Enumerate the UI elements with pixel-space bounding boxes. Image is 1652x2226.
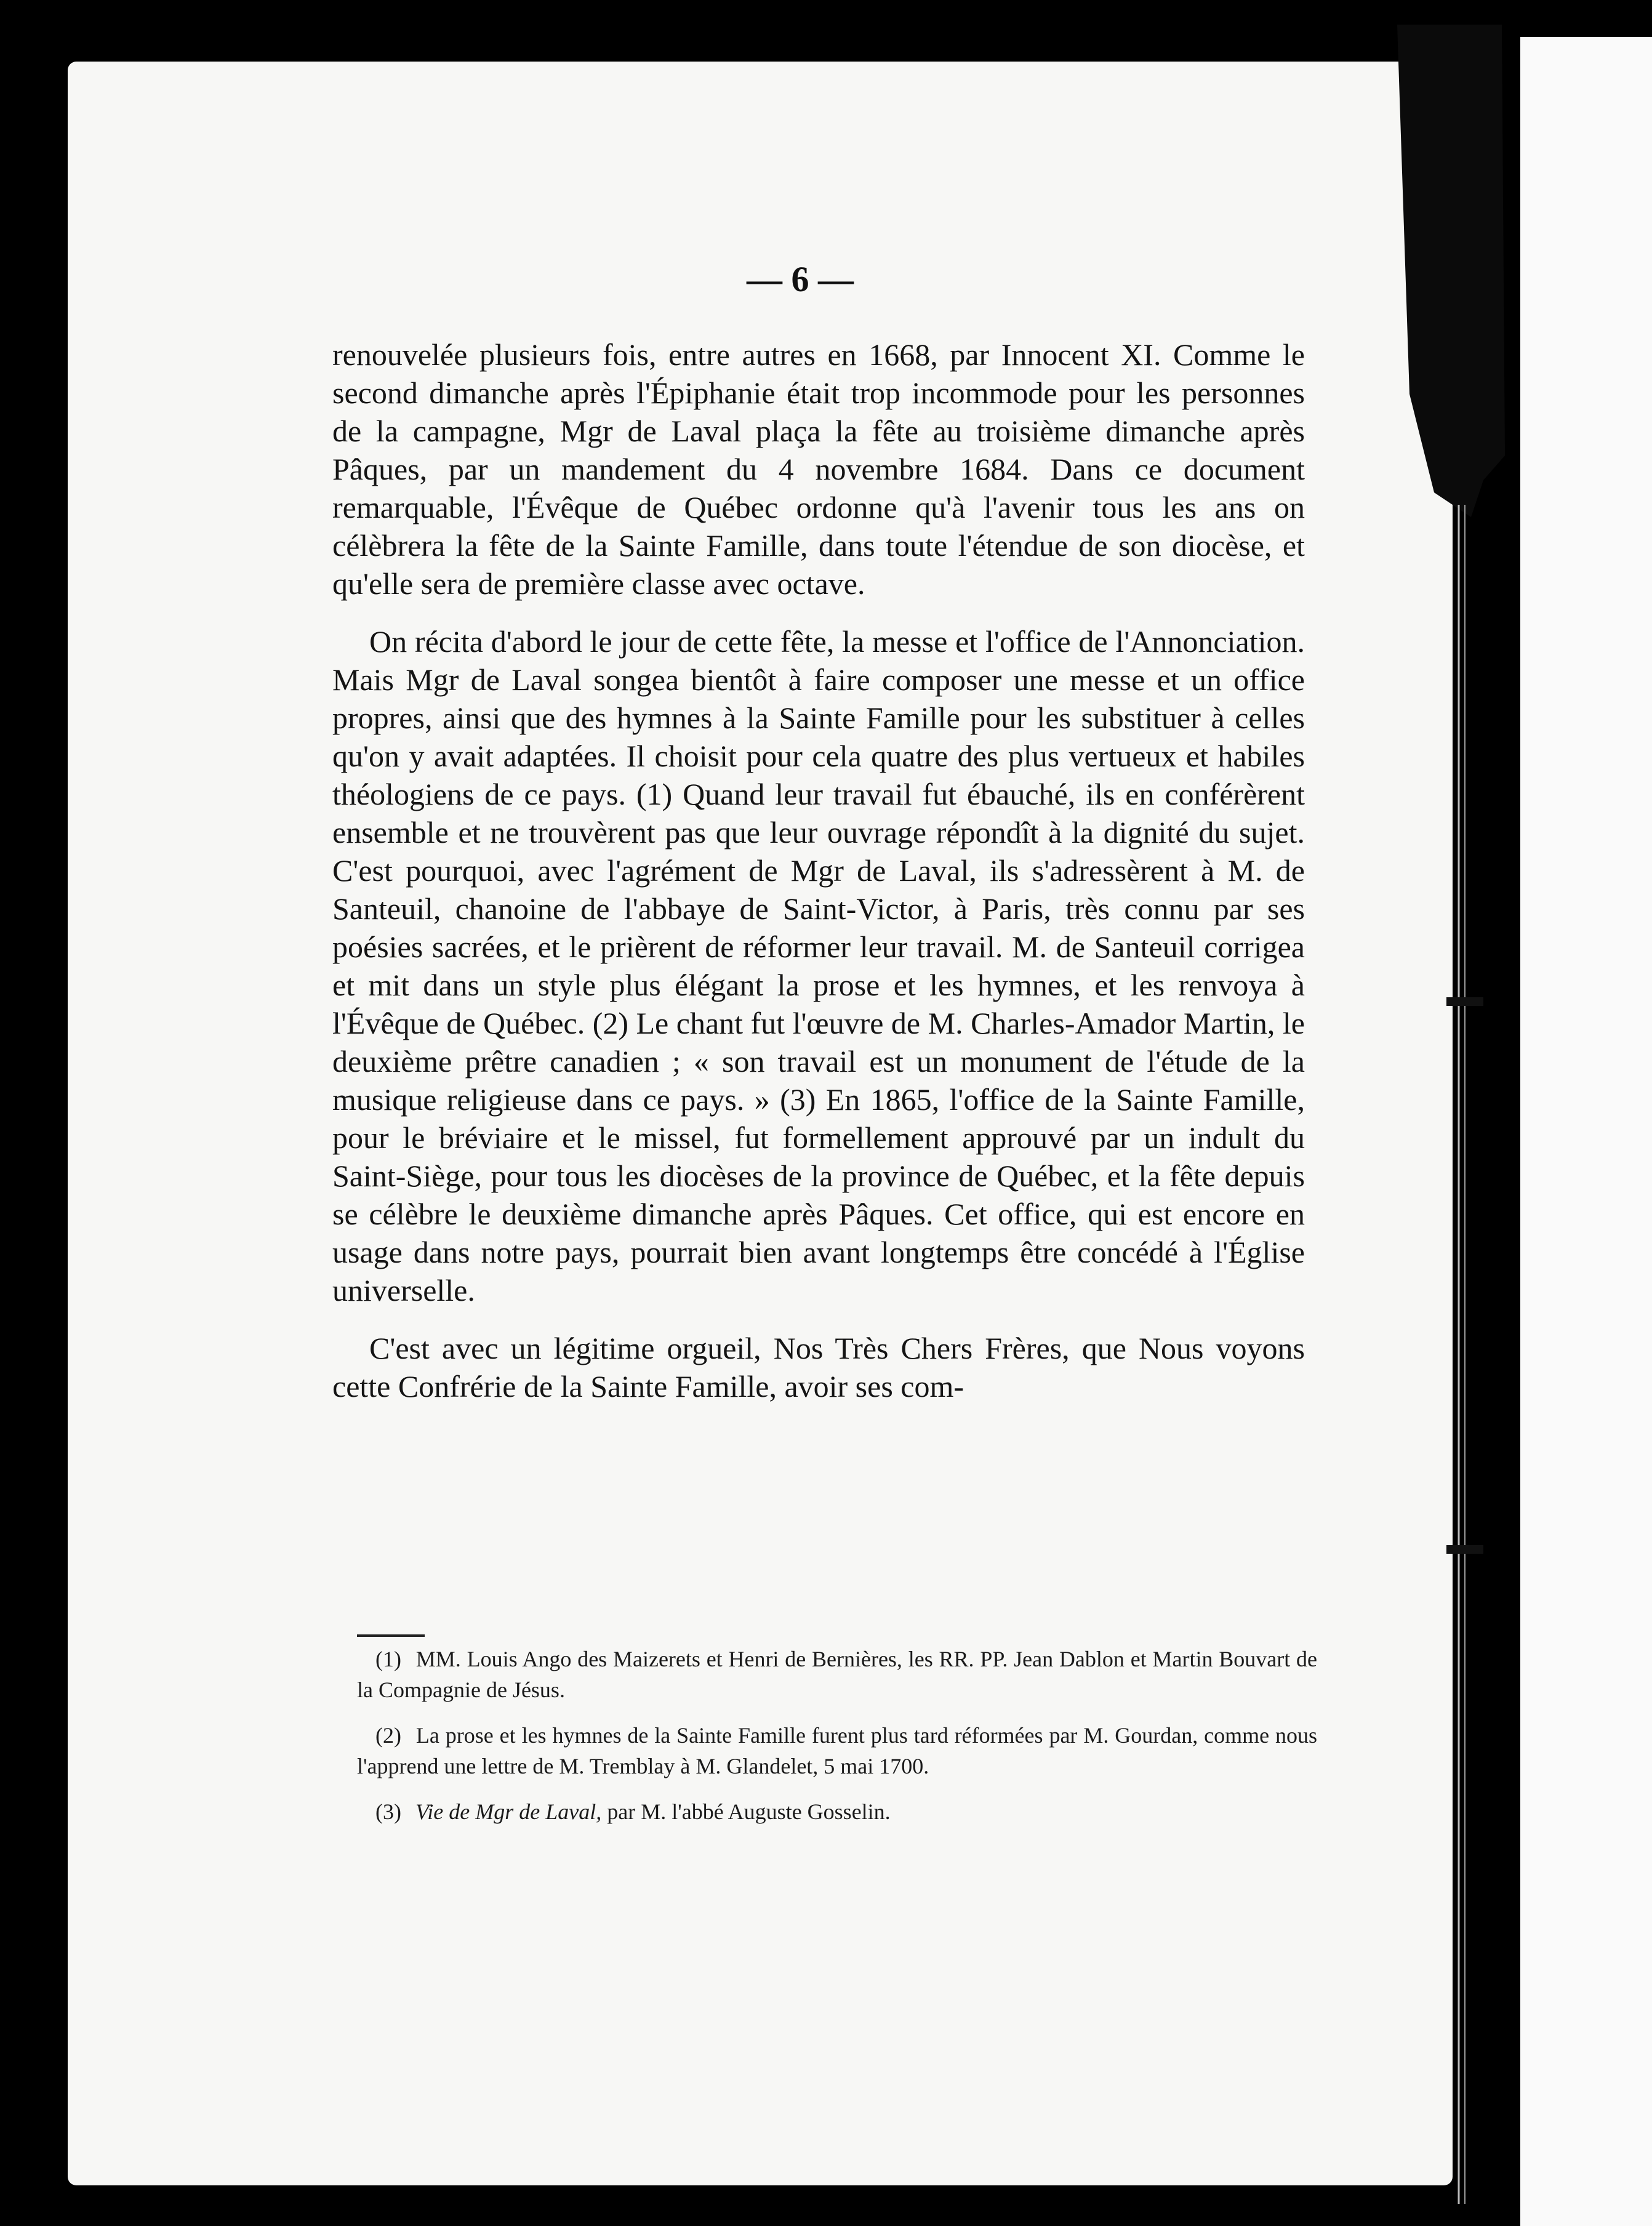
footnote xyxy=(357,1720,1317,1782)
footnote-number: (3) xyxy=(375,1799,401,1824)
footnote-text: MM. Louis Ango des Maizerets et Henri de Bernières, les RR. PP. Jean Dablon et Martin Bouvart de la Compagnie de Jésus. xyxy=(357,1647,1317,1702)
main-text xyxy=(332,336,1305,1425)
footnotes xyxy=(357,1644,1317,1842)
footnote-book-title: Vie de Mgr de Laval, xyxy=(415,1799,602,1824)
footnote-number: (1) xyxy=(375,1647,401,1671)
book-binding-edge xyxy=(1397,25,1508,2204)
footnote-number: (2) xyxy=(375,1723,401,1748)
page-number: — 6 — xyxy=(747,259,854,299)
footnote xyxy=(357,1644,1317,1705)
footnote-text: La prose et les hymnes de la Sainte Famille furent plus tard réformées par M. Gourdan, comme nous l'apprend une lettre de M. Tremblay à M. Glandelet, 5 mai 1700. xyxy=(357,1723,1317,1778)
footnote xyxy=(357,1796,1317,1827)
paragraph: C'est avec un légitime orgueil, Nos Très Chers Frères, que Nous voyons cette Confrérie de la Sainte Famille, avoir ses com- xyxy=(332,1331,1305,1404)
paragraph: renouvelée plusieurs fois, entre autres en 1668, par Innocent XI. Comme le second dimanche après l'Épiphanie était trop incommode pour les personnes de la campagne, Mgr de Laval plaça la fête au troisième dimanche après Pâques, par un mandement du 4 novembre 1684. Dans ce document remarquable, l'Évêque de Québec ordonne qu'à l'avenir tous les ans on célèbrera la fête de la Sainte Famille, dans toute l'étendue de son diocèse, et qu'elle sera de première classe avec octave. xyxy=(332,337,1305,601)
facing-page-edge xyxy=(1520,37,1652,2226)
footnote-text: par M. l'abbé Auguste Gosselin. xyxy=(607,1799,891,1824)
paragraph: On récita d'abord le jour de cette fête, la messe et l'office de l'Annonciation. Mais Mgr de Laval songea bientôt à faire composer une messe et un office propres, ainsi que des hymnes à la Sainte Famille pour les substituer à celles qu'on y avait adaptées. Il choisit pour cela quatre des plus vertueux et habiles théologiens de ce pays. (1) Quand leur travail fut ébauché, ils en conférèrent ensemble et ne trouvèrent pas que leur ouvrage répondît à la dignité du sujet. C'est pourquoi, avec l'agrément de Mgr de Laval, ils s'adressèrent à M. de Santeuil, chanoine de l'abbaye de Saint-Victor, à Paris, très connu par ses poésies sacrées, et le prièrent de réformer leur travail. M. de Santeuil corrigea et mit dans un style plus élégant la prose et les hymnes, et les renvoya à l'Évêque de Québec. (2) Le chant fut l'œuvre de M. Charles-Amador Martin, le deuxième prêtre canadien ; « son travail est un monument de l'étude de la musique religieuse dans ce pays. » (3) En 1865, l'office de la Sainte Famille, pour le bréviaire et le missel, fut formellement approuvé par un indult du Saint-Siège, pour tous les diocèses de la province de Québec, et la fête depuis se célèbre le deuxième dimanche après Pâques. Cet office, qui est encore en usage dans notre pays, pourrait bien avant longtemps être concédé à l'Église universelle. xyxy=(332,624,1305,1308)
footnote-divider xyxy=(357,1634,425,1637)
